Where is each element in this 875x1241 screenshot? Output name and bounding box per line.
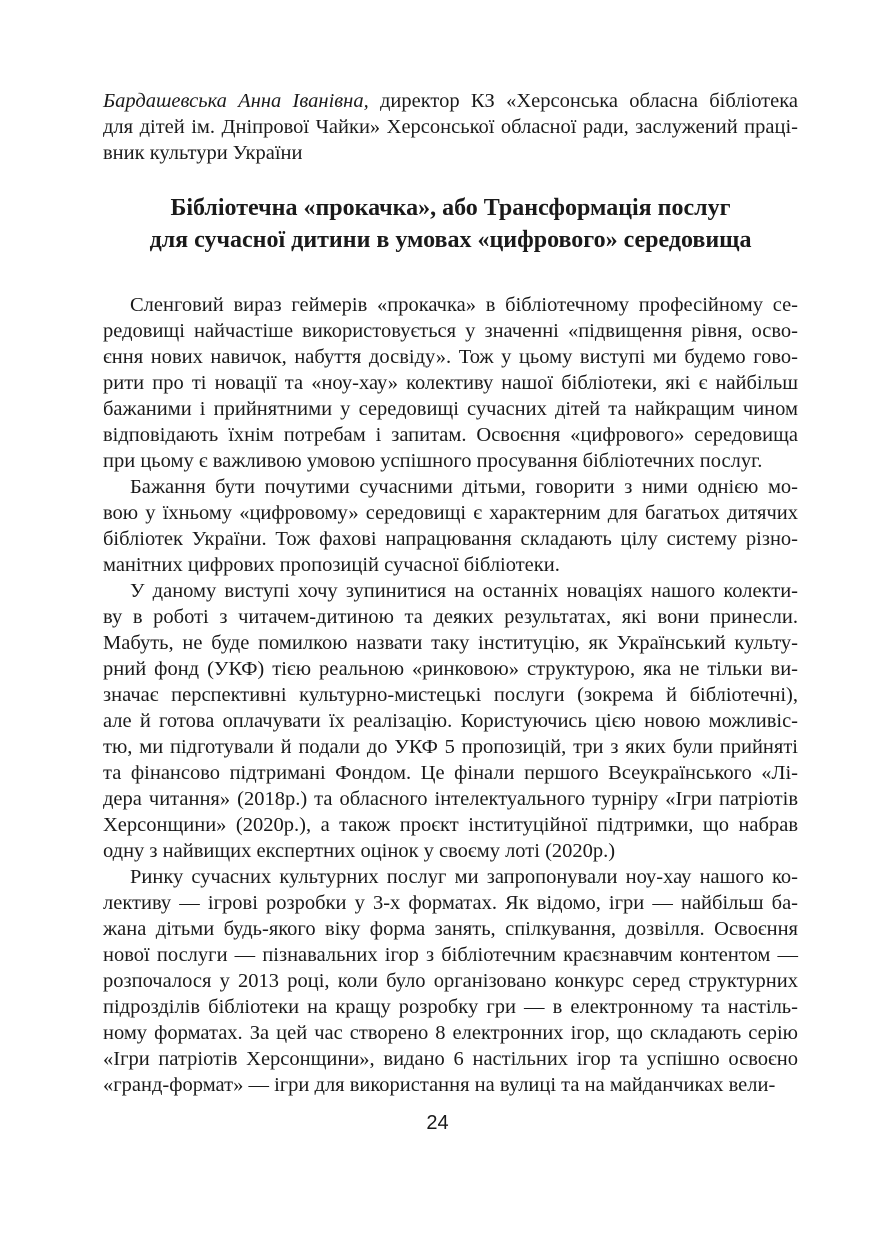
text-line: бажаними і прийнятними у середовищі сучасних дітей та найкращим чином [103,398,798,420]
paragraph [103,474,798,578]
author-line-1 [103,88,798,114]
author-position: директор КЗ «Херсонська обласна бібліотека [368,90,798,112]
text-line: нової послуги — пізнавальних ігор з бібліотечним краєзнавчим контентом — [103,944,798,966]
author-name: Бардашевська Анна Іванівна, [103,90,369,112]
body-text [103,292,798,1098]
text-line: одну з найвищих експертних оцінок у своєму лоті (2020р.) [103,840,616,862]
author-line-3: вник культури України [103,142,303,164]
document-page [103,88,798,1098]
text-line: підрозділів бібліотеки на кращу розробку гри — в електронному та настіль- [103,996,798,1018]
text-line: редовищі найчастіше використовується у значенні «підвищення рівня, осво- [103,320,798,342]
author-line-2: для дітей ім. Дніпрової Чайки» Херсонської обласної ради, заслужений праці- [103,116,798,138]
text-line: вою у їхньому «цифровому» середовищі є характерним для багатьох дитячих [103,502,798,524]
title-line-1: Бібліотечна «прокачка», або Трансформація послуг [170,195,731,221]
paragraph [103,578,798,864]
text-line: жана дітьми будь-якого віку форма занять, спілкування, дозвілля. Освоєння [103,918,798,940]
text-line: відповідають їхнім потребам і запитам. Освоєння «цифрового» середовища [103,424,798,446]
text-line: Херсонщини» (2020р.), а також проєкт інституційної підтримки, що набрав [103,814,798,836]
text-line: Бажання бути почутими сучасними дітьми, говорити з ними однією мо- [130,476,798,498]
article-title [103,192,798,256]
text-line: рити про ті новації та «ноу-хау» колективу нашої бібліотеки, які є найбільш [103,372,798,394]
text-line: тю, ми підготували й подали до УКФ 5 пропозицій, три з яких були прийняті [103,736,798,758]
text-line: манітних цифрових пропозицій сучасної бібліотеки. [103,554,560,576]
text-line: Сленговий вираз геймерів «прокачка» в бібліотечному професійному се- [130,294,798,316]
text-line: лективу — ігрові розробки у 3-х форматах. Як відомо, ігри — найбільш ба- [103,892,798,914]
text-line: У даному виступі хочу зупинитися на останніх новаціях нашого колекти- [130,580,798,602]
title-line-2: для сучасної дитини в умовах «цифрового» середовища [149,227,752,253]
text-line: але й готова оплачувати їх реалізацію. Користуючись цією новою можливіс- [103,710,798,732]
text-line: ву в роботі з читачем-дитиною та деяких результатах, які вони принесли. [103,606,798,628]
text-line: ному форматах. За цей час створено 8 електронних ігор, що складають серію [103,1022,798,1044]
paragraph [103,292,798,474]
paragraph [103,864,798,1098]
text-line: «Ігри патріотів Херсонщини», видано 6 настільних ігор та успішно освоєно [103,1048,798,1070]
text-line: дера читання» (2018р.) та обласного інтелектуального турніру «Ігри патріотів [103,788,798,810]
text-line: рний фонд (УКФ) тією реальною «ринковою» структурою, яка не тільки ви- [103,658,798,680]
text-line: «гранд-формат» — ігри для використання на вулиці та на майданчиках вели- [103,1074,776,1096]
text-line: бібліотек України. Тож фахові напрацювання складають цілу систему різно- [103,528,798,550]
text-line: при цьому є важливою умовою успішного просування бібліотечних послуг. [103,450,763,472]
author-info [103,88,798,166]
text-line: значає перспективні культурно-мистецькі послуги (зокрема й бібліотечні), [103,684,798,706]
text-line: Ринку сучасних культурних послуг ми запропонували ноу-хау нашого ко- [130,866,798,888]
text-line: розпочалося у 2013 році, коли було організовано конкурс серед структурних [103,970,798,992]
text-line: та фінансово підтримані Фондом. Це фінали першого Всеукраїнського «Лі- [103,762,798,784]
text-line: єння нових навичок, набуття досвіду». Тож у цьому виступі ми будемо гово- [103,346,798,368]
text-line: Мабуть, не буде помилкою назвати таку інституцію, як Український культу- [103,632,798,654]
page-number: 24 [426,1112,449,1134]
